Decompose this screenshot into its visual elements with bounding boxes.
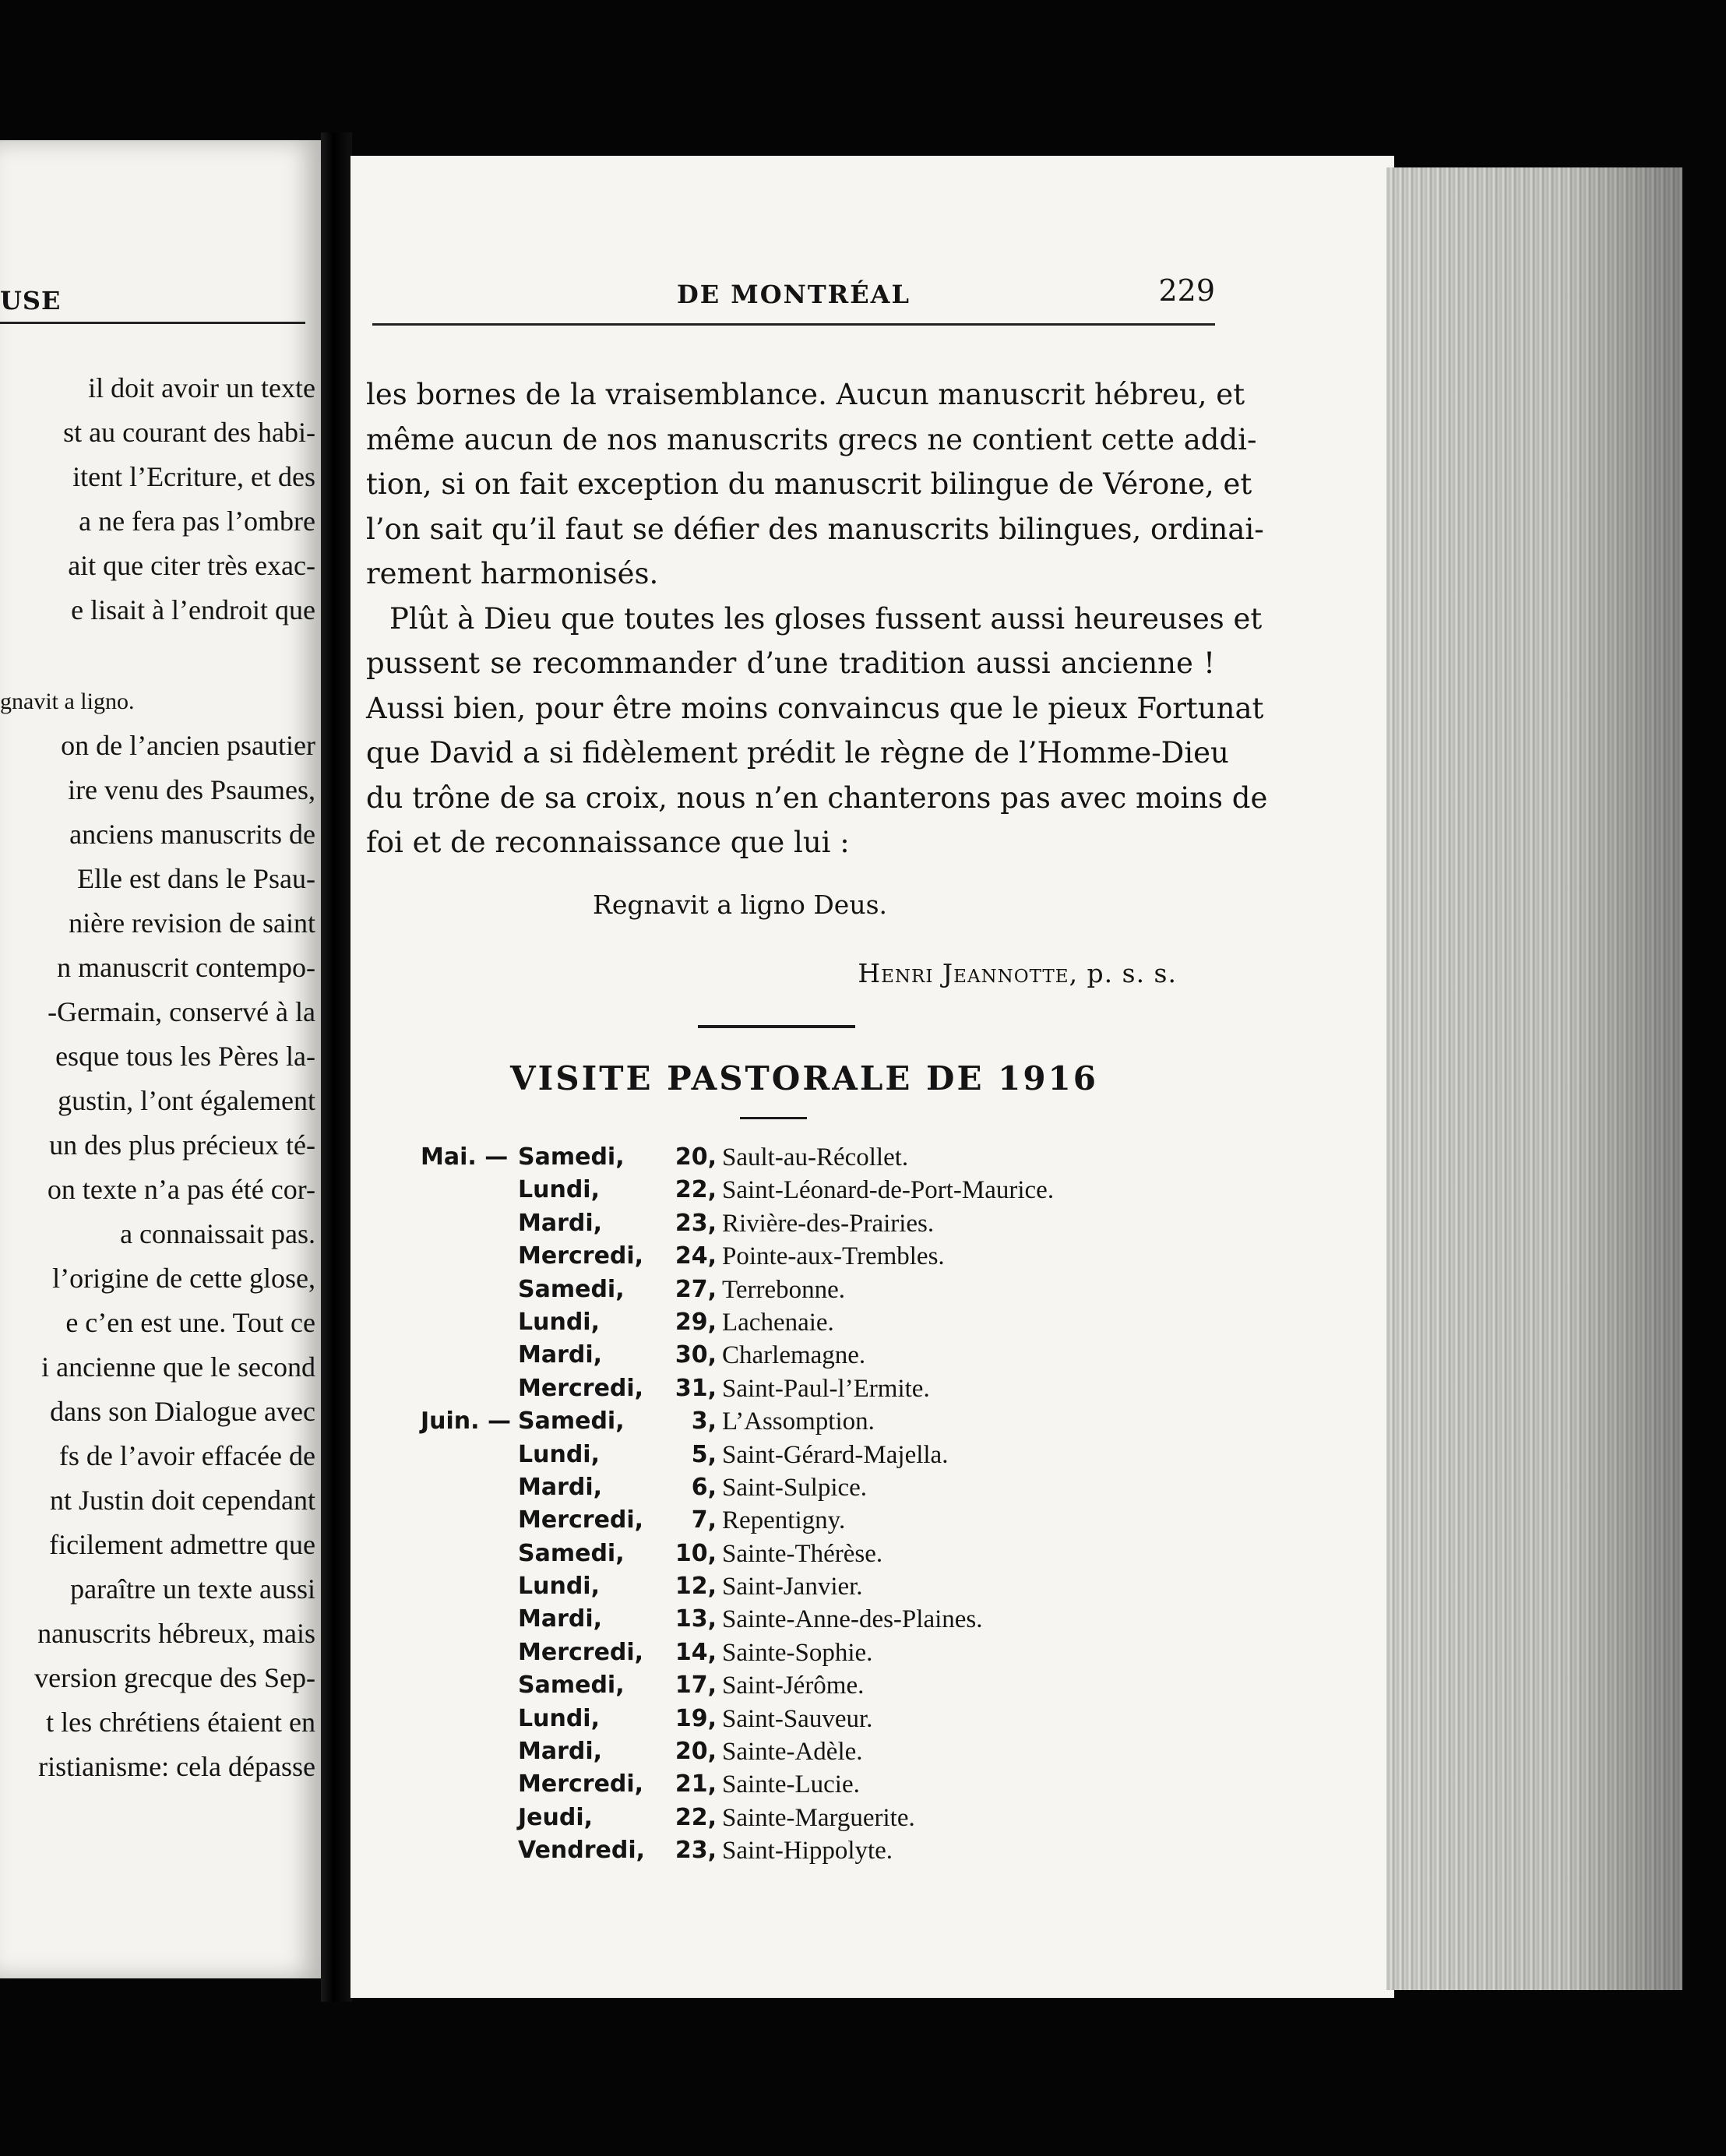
schedule-day: Lundi, — [518, 1573, 600, 1601]
schedule-place: Sainte-Thérèse. — [722, 1539, 883, 1568]
schedule-date: 14, — [675, 1638, 717, 1666]
body-line: les bornes de la vraisemblance. Aucun manuscrit hébreu, et — [366, 378, 1245, 411]
schedule-place: Saint-Paul-l’Ermite. — [722, 1374, 930, 1403]
left-page-line: nt Justin doit cependant — [50, 1485, 315, 1516]
schedule-day: Jeudi, — [518, 1803, 594, 1831]
schedule-place: Charlemagne. — [722, 1341, 866, 1370]
left-page-line: anciens manuscrits de — [69, 819, 315, 850]
schedule-day: Mercredi, — [518, 1242, 644, 1270]
schedule-day: Mercredi, — [518, 1638, 644, 1666]
left-page-line: ficilement admettre que — [49, 1529, 315, 1560]
schedule-place: Saint-Léonard-de-Port-Maurice. — [722, 1176, 1055, 1205]
schedule-day: Mardi, — [518, 1209, 603, 1237]
schedule-day: Mercredi, — [518, 1374, 644, 1402]
left-page-line: fs de l’avoir effacée de — [58, 1440, 315, 1471]
schedule-row — [413, 1339, 1192, 1372]
schedule-date: 20, — [675, 1738, 717, 1766]
schedule-place: Sainte-Adèle. — [722, 1738, 863, 1767]
signature — [858, 958, 1177, 988]
left-page-text — [0, 366, 315, 1789]
schedule-row — [413, 1207, 1192, 1240]
schedule-day: Lundi, — [518, 1704, 600, 1732]
schedule-day: Mardi, — [518, 1605, 603, 1633]
schedule-place: Sainte-Anne-des-Plaines. — [722, 1605, 983, 1634]
left-page-line: ristianisme: cela dépasse — [38, 1751, 315, 1782]
schedule-place: Sainte-Lucie. — [722, 1770, 860, 1799]
running-head — [372, 273, 1215, 326]
schedule-row — [413, 1603, 1192, 1636]
schedule-date: 13, — [675, 1605, 717, 1633]
schedule-date: 22, — [675, 1176, 717, 1204]
body-line: tion, si on fait exception du manuscrit bilingue de Vérone, et — [366, 467, 1252, 501]
schedule-place: Saint-Janvier. — [722, 1573, 863, 1601]
schedule-date: 10, — [675, 1539, 717, 1567]
signature-suffix: , p. s. s. — [1069, 958, 1177, 988]
schedule-row — [413, 1240, 1192, 1273]
schedule-day: Samedi, — [518, 1143, 625, 1171]
schedule-place: Sault-au-Récollet. — [722, 1143, 909, 1171]
body-line: même aucun de nos manuscrits grecs ne contient cette addi- — [366, 422, 1257, 456]
schedule-date: 24, — [675, 1242, 717, 1270]
left-page-line: dans son Dialogue avec — [50, 1396, 315, 1427]
body-line: rement harmonisés. — [366, 557, 659, 590]
visit-schedule — [413, 1141, 1192, 1868]
schedule-date: 6, — [691, 1473, 717, 1501]
left-page — [0, 140, 321, 1978]
schedule-place: Saint-Jérôme. — [722, 1672, 865, 1700]
schedule-day: Mercredi, — [518, 1506, 644, 1534]
schedule-row — [413, 1538, 1192, 1570]
schedule-day: Mardi, — [518, 1341, 603, 1369]
book-gutter — [321, 132, 352, 2002]
schedule-row — [413, 1306, 1192, 1339]
schedule-date: 3, — [691, 1407, 717, 1436]
left-page-line: Elle est dans le Psau- — [77, 863, 315, 894]
left-page-line: l’origine de cette glose, — [52, 1263, 315, 1294]
left-page-line: itent l’Ecriture, et des — [72, 461, 315, 492]
left-page-line: t les chrétiens étaient en — [46, 1707, 315, 1738]
left-page-line: un des plus précieux té- — [49, 1129, 315, 1161]
schedule-date: 21, — [675, 1770, 717, 1798]
schedule-row — [413, 1802, 1192, 1834]
schedule-place: Saint-Sauveur. — [722, 1704, 873, 1733]
body-line: Plût à Dieu que toutes les gloses fussent aussi heureuses et — [389, 601, 1263, 636]
schedule-date: 17, — [675, 1672, 717, 1700]
body-line: que David a si fidèlement prédit le règne de l’Homme-Dieu — [366, 736, 1229, 770]
left-page-line: nanuscrits hébreux, mais — [37, 1618, 315, 1649]
schedule-row — [413, 1703, 1192, 1735]
left-page-line: nière revision de saint — [69, 907, 315, 939]
left-page-line: il doit avoir un texte — [88, 372, 315, 403]
left-page-line: version grecque des Sep- — [34, 1662, 315, 1693]
schedule-row — [413, 1274, 1192, 1306]
schedule-row — [413, 1439, 1192, 1471]
left-page-line: gustin, l’ont également — [58, 1085, 315, 1116]
left-running-head-text: USE — [0, 286, 62, 315]
left-page-line: on de l’ancien psautier — [61, 730, 315, 761]
schedule-place: Lachenaie. — [722, 1308, 834, 1337]
schedule-date: 5, — [691, 1440, 717, 1468]
body-line: Aussi bien, pour être moins convaincus que le pieux Fortunat — [366, 691, 1264, 725]
schedule-place: Sainte-Sophie. — [722, 1638, 873, 1667]
section-divider — [698, 1025, 855, 1028]
schedule-place: Saint-Gérard-Majella. — [722, 1440, 949, 1469]
body-text — [366, 372, 1268, 865]
schedule-month: Juin. — — [421, 1407, 512, 1436]
signature-name: Henri Jeannotte — [858, 958, 1069, 988]
section-title: VISITE PASTORALE DE 1916 — [510, 1059, 1098, 1097]
schedule-row — [413, 1570, 1192, 1603]
left-page-line: ire venu des Psaumes, — [68, 774, 315, 805]
schedule-day: Samedi, — [518, 1407, 625, 1436]
left-page-line: gnavit a ligno. — [0, 689, 135, 714]
schedule-date: 20, — [675, 1143, 717, 1171]
schedule-date: 27, — [675, 1275, 717, 1303]
schedule-row — [413, 1141, 1192, 1174]
schedule-place: Saint-Hippolyte. — [722, 1837, 893, 1865]
left-page-line: -Germain, conservé à la — [48, 996, 315, 1027]
schedule-date: 22, — [675, 1803, 717, 1831]
body-line: pussent se recommander d’une tradition aussi ancienne ! — [366, 646, 1215, 680]
left-page-line: e c’en est une. Tout ce — [65, 1307, 315, 1338]
schedule-row — [413, 1405, 1192, 1438]
schedule-place: Rivière-des-Prairies. — [722, 1209, 935, 1238]
left-page-line: paraître un texte aussi — [70, 1573, 315, 1605]
schedule-row — [413, 1636, 1192, 1669]
schedule-place: Terrebonne. — [722, 1275, 846, 1304]
schedule-row — [413, 1669, 1192, 1702]
schedule-date: 29, — [675, 1308, 717, 1336]
schedule-place: Repentigny. — [722, 1506, 846, 1535]
schedule-place: Sainte-Marguerite. — [722, 1803, 915, 1832]
running-head-title: DE MONTRÉAL — [677, 280, 911, 309]
body-line: l’on sait qu’il faut se défier des manuscrits bilingues, ordinai- — [366, 512, 1264, 546]
left-page-line: on texte n’a pas été cor- — [47, 1174, 315, 1205]
schedule-day: Mardi, — [518, 1473, 603, 1501]
schedule-date: 12, — [675, 1573, 717, 1601]
schedule-row — [413, 1372, 1192, 1405]
left-page-line — [0, 632, 315, 679]
schedule-day: Mercredi, — [518, 1770, 644, 1798]
schedule-place: L’Assomption. — [722, 1407, 875, 1436]
schedule-date: 31, — [675, 1374, 717, 1402]
schedule-day: Mardi, — [518, 1738, 603, 1766]
schedule-date: 30, — [675, 1341, 717, 1369]
schedule-date: 23, — [675, 1209, 717, 1237]
schedule-day: Samedi, — [518, 1672, 625, 1700]
schedule-month: Mai. — — [421, 1143, 509, 1171]
left-page-line: a connaissait pas. — [120, 1218, 315, 1249]
schedule-row — [413, 1735, 1192, 1768]
page-number: 229 — [1158, 273, 1215, 308]
schedule-row — [413, 1504, 1192, 1537]
page-edges — [1386, 167, 1682, 1990]
schedule-place: Pointe-aux-Trembles. — [722, 1242, 945, 1271]
closing-quote-text: Regnavit a ligno Deus. — [592, 890, 888, 920]
title-underline — [740, 1117, 807, 1119]
schedule-day: Samedi, — [518, 1539, 625, 1567]
closing-quote — [0, 890, 1215, 920]
schedule-row — [413, 1471, 1192, 1504]
schedule-row — [413, 1834, 1192, 1867]
left-page-line: ait que citer très exac- — [68, 550, 315, 581]
schedule-row — [413, 1768, 1192, 1801]
left-page-line: e lisait à l’endroit que — [71, 594, 315, 625]
body-line: foi et de reconnaissance que lui : — [366, 826, 850, 859]
schedule-day: Samedi, — [518, 1275, 625, 1303]
schedule-row — [413, 1174, 1192, 1207]
left-running-head — [0, 286, 305, 324]
schedule-date: 23, — [675, 1837, 717, 1865]
schedule-day: Lundi, — [518, 1308, 600, 1336]
left-page-line: esque tous les Pères la- — [55, 1041, 315, 1072]
left-page-line: a ne fera pas l’ombre — [79, 506, 315, 537]
schedule-date: 19, — [675, 1704, 717, 1732]
schedule-day: Lundi, — [518, 1440, 600, 1468]
schedule-place: Saint-Sulpice. — [722, 1473, 868, 1502]
body-line: du trône de sa croix, nous n’en chanterons pas avec moins de — [366, 780, 1268, 815]
schedule-date: 7, — [691, 1506, 717, 1534]
schedule-day: Vendredi, — [518, 1837, 646, 1865]
schedule-day: Lundi, — [518, 1176, 600, 1204]
left-page-line: i ancienne que le second — [41, 1351, 315, 1383]
left-page-line: n manuscrit contempo- — [57, 952, 315, 983]
left-page-line: st au courant des habi- — [63, 417, 315, 448]
